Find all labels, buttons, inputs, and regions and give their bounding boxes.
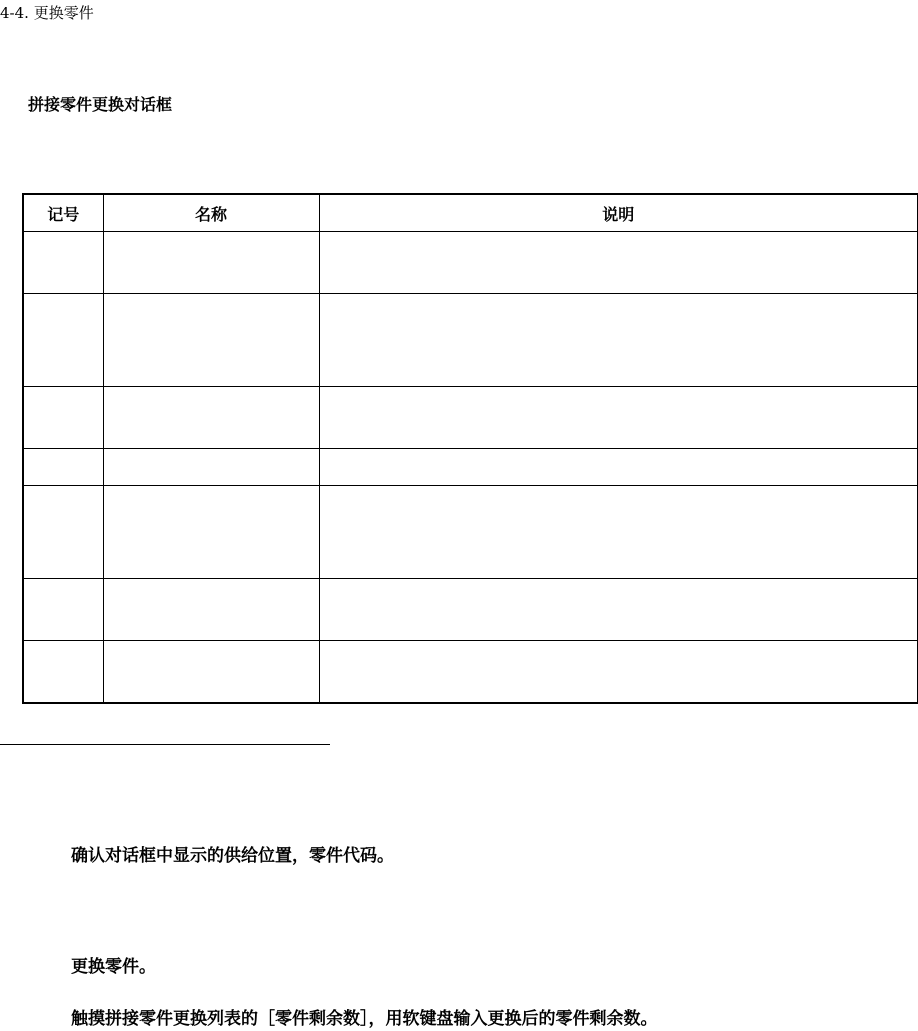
table-cell-mark <box>23 579 103 641</box>
table-row <box>23 579 918 641</box>
table-row <box>23 486 918 579</box>
table-cell-description <box>319 387 918 449</box>
table-cell-mark <box>23 641 103 703</box>
dialog-title: 拼接零件更换对话框 <box>28 95 173 114</box>
table-row <box>23 449 918 486</box>
table-cell-description <box>319 449 918 486</box>
table-row <box>23 387 918 449</box>
table-cell-description <box>319 294 918 387</box>
table-row <box>23 641 918 703</box>
table-cell-name <box>103 486 319 579</box>
spec-table <box>22 193 918 704</box>
table-cell-name <box>103 579 319 641</box>
column-header-mark: 记号 <box>23 194 103 232</box>
table-cell-mark <box>23 486 103 579</box>
table-cell-description <box>319 232 918 294</box>
table-cell-mark <box>23 232 103 294</box>
table-cell-mark <box>23 449 103 486</box>
column-header-name: 名称 <box>103 194 319 232</box>
table-cell-name <box>103 449 319 486</box>
table-cell-name <box>103 641 319 703</box>
table-header-row <box>23 194 918 232</box>
table-cell-description <box>319 579 918 641</box>
column-header-description: 说明 <box>319 194 918 232</box>
table-cell-name <box>103 232 319 294</box>
table-cell-name <box>103 294 319 387</box>
table-cell-description <box>319 641 918 703</box>
instruction-step-2: 更换零件。 <box>71 957 156 977</box>
section-title: 4-4. 更换零件 <box>0 4 94 22</box>
table-row <box>23 232 918 294</box>
instruction-step-3: 触摸拼接零件更换列表的［零件剩余数］，用软键盘输入更换后的零件剩余数。 <box>71 1009 658 1029</box>
table-cell-name <box>103 387 319 449</box>
instruction-step-1: 确认对话框中显示的供给位置，零件代码。 <box>71 846 394 866</box>
table-cell-mark <box>23 294 103 387</box>
table-cell-description <box>319 486 918 579</box>
table-row <box>23 294 918 387</box>
table-cell-mark <box>23 387 103 449</box>
footnote-divider <box>0 744 330 745</box>
